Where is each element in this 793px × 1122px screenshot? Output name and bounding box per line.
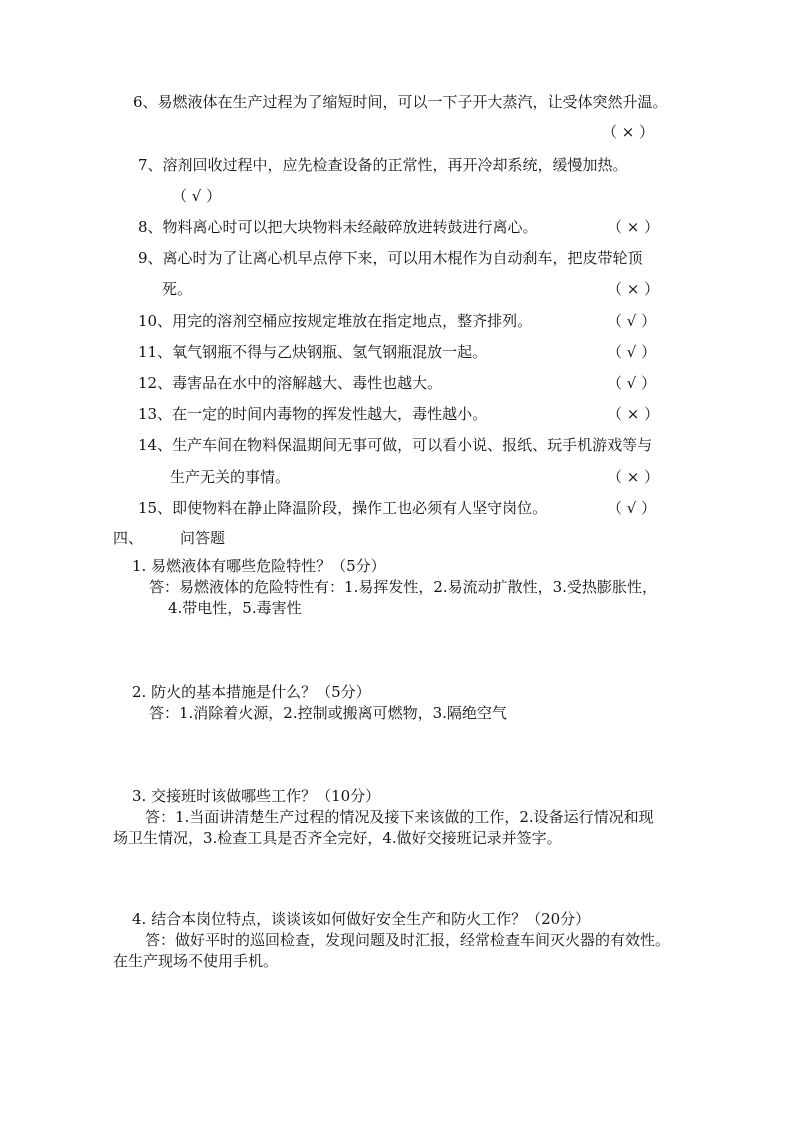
tf-answer-8: （ × ） <box>607 218 660 236</box>
tf-question-8: 8、物料离心时可以把大块物料未经敲碎放进转鼓进行离心。 <box>138 218 538 236</box>
tf-question-6: 6、易燃液体在生产过程为了缩短时间，可以一下子开大蒸汽，让受体突然升温。 <box>133 93 668 111</box>
qa-answer-3-cont: 场卫生情况，3.检查工具是否齐全完好，4.做好交接班记录并签字。 <box>113 829 562 847</box>
tf-question-12: 12、毒害品在水中的溶解越大、毒性也越大。 <box>138 374 443 392</box>
tf-answer-10: （ √ ） <box>607 312 657 330</box>
tf-question-9-cont: 死。 <box>162 280 193 298</box>
tf-answer-9: （ × ） <box>607 280 660 298</box>
qa-answer-4: 答：做好平时的巡回检查，发现问题及时汇报，经常检查车间灭火器的有效性。 <box>145 931 671 949</box>
qa-answer-1: 答：易燃液体的危险特性有：1.易挥发性，2.易流动扩散性，3.受热膨胀性， <box>149 578 657 596</box>
qa-question-3: 3. 交接班时该做哪些工作？（10分） <box>132 787 381 805</box>
tf-question-9: 9、离心时为了让离心机早点停下来，可以用木棍作为自动刹车，把皮带轮顶 <box>138 249 643 267</box>
tf-answer-7: （ √ ） <box>172 187 222 205</box>
section-number: 四、 <box>113 529 144 547</box>
tf-answer-15: （ √ ） <box>607 499 657 517</box>
tf-question-11: 11、氧气钢瓶不得与乙炔钢瓶、氢气钢瓶混放一起。 <box>138 343 488 361</box>
tf-answer-13: （ × ） <box>607 405 660 423</box>
qa-question-1: 1. 易燃液体有哪些危险特性？（5分） <box>132 557 386 575</box>
tf-question-13: 13、在一定的时间内毒物的挥发性越大，毒性越小。 <box>138 405 488 423</box>
tf-question-7: 7、溶剂回收过程中，应先检查设备的正常性，再开冷却系统，缓慢加热。 <box>138 156 628 174</box>
tf-question-14: 14、生产车间在物料保温期间无事可做，可以看小说、报纸、玩手机游戏等与 <box>138 436 653 454</box>
qa-question-2: 2. 防火的基本措施是什么？（5分） <box>132 683 371 701</box>
tf-answer-11: （ √ ） <box>607 343 657 361</box>
qa-question-4: 4. 结合本岗位特点，谈谈该如何做好安全生产和防火工作？（20分） <box>132 910 591 928</box>
qa-answer-1-cont: 4.带电性，5.毒害性 <box>168 599 302 617</box>
qa-answer-4-cont: 在生产现场不使用手机。 <box>113 952 279 970</box>
tf-question-15: 15、即使物料在静止降温阶段，操作工也必须有人坚守岗位。 <box>138 499 548 517</box>
tf-answer-6: （ × ） <box>602 123 655 141</box>
section-title: 问答题 <box>180 529 226 547</box>
tf-answer-12: （ √ ） <box>607 374 657 392</box>
tf-answer-14: （ × ） <box>607 468 660 486</box>
qa-answer-2: 答：1.消除着火源，2.控制或搬离可燃物，3.隔绝空气 <box>149 704 507 722</box>
qa-answer-3: 答：1.当面讲清楚生产过程的情况及接下来该做的工作，2.设备运行情况和现 <box>145 808 654 826</box>
tf-question-14-cont: 生产无关的事情。 <box>170 468 291 486</box>
tf-question-10: 10、用完的溶剂空桶应按规定堆放在指定地点，整齐排列。 <box>138 312 533 330</box>
